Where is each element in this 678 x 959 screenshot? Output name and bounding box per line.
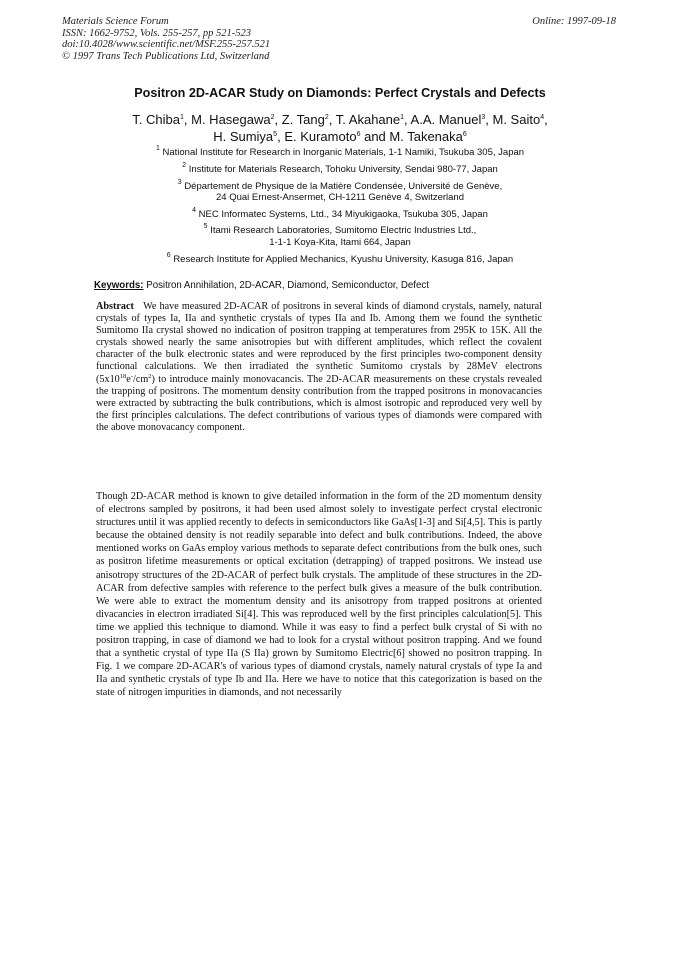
author-affiliation-mark: 5 (273, 131, 278, 138)
online-date: Online: 1997-09-18 (532, 16, 616, 27)
affiliation-text: National Institute for Research in Inorganic Materials, 1-1 Namiki, Tsukuba 305, Japan (162, 147, 525, 158)
affiliation-text-continued: 24 Quai Ernest-Ansermet, CH-1211 Genève 4, Switzerland (216, 191, 464, 203)
author-name: M. Takenaka (389, 129, 463, 144)
author-name: T. Chiba (132, 112, 180, 127)
author-name: T. Akahane (335, 112, 401, 127)
affiliation-3 (70, 178, 610, 204)
abstract-text-part3: /cm (132, 373, 149, 385)
affiliation-text-continued: 1-1-1 Koya-Kita, Itami 664, Japan (269, 236, 411, 248)
paper-title: Positron 2D-ACAR Study on Diamonds: Perfect Crystals and Defects (134, 86, 546, 100)
author-separator: , (485, 112, 493, 127)
copyright-line: © 1997 Trans Tech Publications Ltd, Switzerland (62, 50, 270, 62)
author-separator: , (183, 112, 192, 127)
author-affiliation-mark: 1 (400, 114, 405, 121)
abstract-superscript: - (130, 372, 133, 380)
abstract-block (96, 301, 542, 434)
journal-header (62, 16, 270, 62)
affiliation-4 (70, 206, 610, 220)
doi-line: doi:10.4028/www.scientific.net/MSF.255-257.521 (62, 39, 271, 50)
affiliation-2 (70, 161, 610, 175)
author-affiliation-mark: 2 (324, 114, 329, 121)
affiliation-number: 2 (182, 161, 187, 169)
affiliation-5 (70, 225, 610, 248)
author-affiliation-mark: 6 (462, 131, 467, 138)
affiliation-text: Research Institute for Applied Mechanics, Kyushu University, Kasuga 816, Japan (173, 253, 514, 265)
affiliation-1 (70, 147, 610, 158)
author-separator: , (328, 112, 336, 127)
author-name: A.A. Manuel (410, 112, 482, 127)
abstract-superscript: 18 (119, 372, 127, 380)
affiliation-number: 3 (177, 178, 182, 186)
author-name: H. Sumiya (213, 129, 274, 144)
abstract-text-part2: e (126, 373, 131, 385)
affiliation-text: NEC Informatec Systems, Ltd., 34 Miyukigaoka, Tsukuba 305, Japan (198, 208, 488, 220)
affiliation-text: Département de Physique de la Matière Condensée, Université de Genève, (184, 180, 503, 192)
keywords-text: Positron Annihilation, 2D-ACAR, Diamond, Semiconductor, Defect (146, 280, 429, 291)
affiliation-number: 1 (155, 145, 160, 152)
author-separator: , (274, 112, 282, 127)
abstract-label: Abstract (96, 301, 134, 312)
affiliation-text: Institute for Materials Research, Tohoku University, Sendai 980-77, Japan (188, 163, 498, 175)
author-separator: , (544, 112, 548, 127)
keywords-line (94, 280, 594, 291)
author-name: M. Saito (492, 112, 541, 127)
abstract-superscript: 2 (148, 372, 152, 380)
author-list (70, 111, 610, 145)
keywords-label: Keywords: (94, 280, 144, 291)
affiliation-number: 4 (192, 206, 197, 214)
author-affiliation-mark: 3 (481, 114, 486, 121)
affiliation-6 (70, 251, 610, 265)
affiliation-number: 5 (203, 223, 208, 231)
body-paragraph: Though 2D-ACAR method is known to give detailed information in the form of the 2D momentum density of electrons sampled by positrons, it had been used almost solely to investigate perfect crystal electronic structures until it was applied recently to defects in semiconductors like GaAs[1-3] and Si[4,5]. This is partly because the obtained density is not readily separable into defect and bulk contributions. Indeed, the above mentioned works on GaAs employ various methods to separate defect contributions from the bulk ones, such as positron lifetime measurements or optical excitation (detrapping) of trapped positrons. We instead use anisotropy structures of the 2D-ACAR of perfect bulk crystals. The amplitude of these structures in the 2D-ACAR from defective samples with reference to the perfect bulk gives a measure of the bulk contribution. We were able to extract the momentum density and its anisotropy from trapped positrons at oriented divacancies in electron irradiated Si[4]. This was reproduced well by the first principles calculation[5]. This time we applied this technique to diamond. While it was easy to find a perfect bulk crystal of Si with no positron trapping, in case of diamond we had to look for a crystal without positron trapping. And we found that a synthetic crystal of type IIa (S IIa) grown by Sumitomo Electric[6] showed no positron trapping. In Fig. 1 we compare 2D-ACAR's of various types of diamond crystals, namely natural crystals of type Ia and IIa and synthetic crystals of type Ib and IIa. Here we have to notice that this categorization is based on the state of nitrogen impurities in diamonds, and not necessarily (96, 491, 542, 699)
abstract-text-part1: We have measured 2D-ACAR of positrons in several kinds of diamond crystals, namely, natural crystals of types Ia, IIa and synthetic crystals of types IIa and Ib. Among them we found the synthetic Sumitomo IIa crystal showed no indication of positron trapping at temperatures from 295K to 15K. All the crystals showed nearly the same anisotropies but with different amplitudes, which reflect the covalent character of the bulk electronic states and were reproduced by the first principles two-component density functional calculations. We then irradiated the synthetic Sumitomo crystals by 28MeV electrons (5x10 (96, 301, 542, 385)
author-name: E. Kuramoto (284, 129, 357, 144)
author-line-1 (70, 111, 610, 128)
issn-line: ISSN: 1662-9752, Vols. 255-257, pp 521-523 (62, 27, 251, 39)
affiliation-text: Itami Research Laboratories, Sumitomo Electric Industries Ltd., (210, 225, 477, 237)
author-separator: and (360, 129, 390, 144)
author-affiliation-mark: 4 (540, 114, 545, 121)
author-name: Z. Tang (281, 112, 325, 127)
affiliation-list (70, 147, 610, 270)
author-name: M. Hasegawa (191, 112, 271, 127)
affiliation-number: 6 (166, 251, 171, 259)
author-separator: , (404, 112, 411, 127)
author-affiliation-mark: 2 (270, 114, 275, 121)
author-line-2 (70, 128, 610, 145)
author-affiliation-mark: 1 (179, 114, 184, 121)
author-separator: , (277, 129, 285, 144)
abstract-text-part4: ) to introduce mainly monovacancis. The 2D-ACAR measurements on these crystals revealed the trapping of positrons. The momentum density contribution from the trapped positrons in monovacancies were extracted by subtracting the bulk contributions, which is almost isotropic and reproduced very well by the first principles calculations. The defect contributions of various types of diamonds were compared with the above monovacancy component. (96, 373, 542, 433)
author-affiliation-mark: 6 (356, 131, 361, 138)
journal-name: Materials Science Forum (62, 16, 169, 27)
